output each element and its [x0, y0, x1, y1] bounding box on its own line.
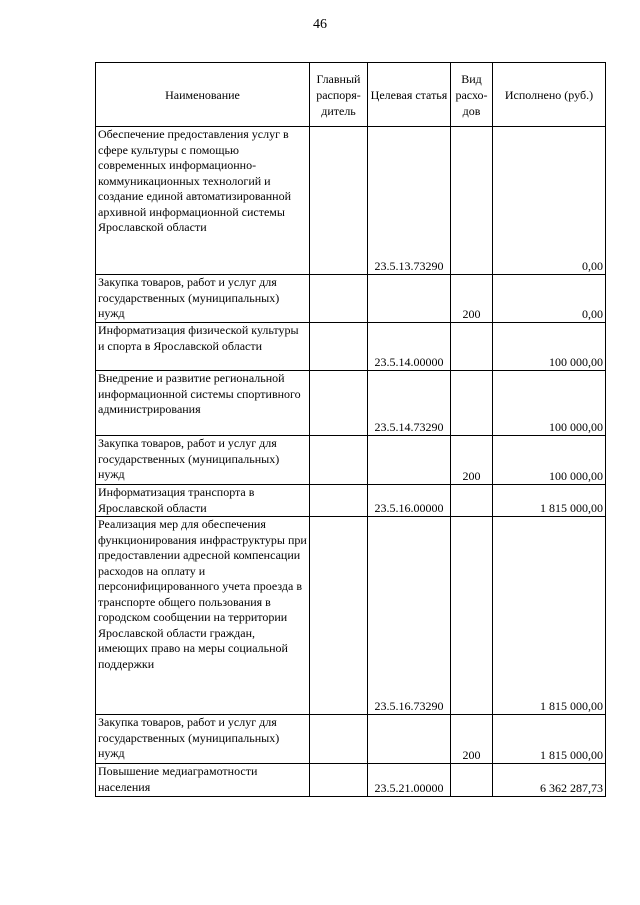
row-type [451, 764, 493, 797]
table-row [96, 275, 606, 323]
row-target: 23.5.14.73290 [368, 371, 451, 436]
row-type [451, 485, 493, 517]
row-name: Информатизация транспорта в Ярославской области [96, 485, 310, 517]
row-manager [310, 517, 368, 715]
row-name: Реализация мер для обеспечения функционирования инфраструктуры при предоставлении адресной компенсации расходов на оплату и персонифицированного учета проезда в транспорте общего пользования в городском сообщении на территории Ярославской области граждан, имеющих право на меры социальной поддержки [96, 517, 310, 715]
row-amount: 0,00 [493, 127, 606, 275]
row-target: 23.5.14.00000 [368, 323, 451, 371]
table-header-row [96, 63, 606, 127]
row-amount: 100 000,00 [493, 436, 606, 485]
row-manager [310, 371, 368, 436]
row-type [451, 517, 493, 715]
row-type [451, 371, 493, 436]
table-row [96, 436, 606, 485]
row-name: Внедрение и развитие региональной информационной системы спортивного администрирования [96, 371, 310, 436]
header-manager: Главный распоря-дитель [310, 63, 368, 127]
row-manager [310, 436, 368, 485]
row-name: Повышение медиаграмотности населения [96, 764, 310, 797]
row-name: Информатизация физической культуры и спорта в Ярославской области [96, 323, 310, 371]
budget-table [95, 62, 606, 797]
row-amount: 0,00 [493, 275, 606, 323]
row-manager [310, 485, 368, 517]
row-target: 23.5.21.00000 [368, 764, 451, 797]
table-row [96, 517, 606, 715]
row-name: Закупка товаров, работ и услуг для государственных (муниципальных) нужд [96, 436, 310, 485]
row-manager [310, 764, 368, 797]
table-row [96, 485, 606, 517]
table-row [96, 764, 606, 797]
row-amount: 100 000,00 [493, 371, 606, 436]
row-type [451, 323, 493, 371]
header-name: Наименование [96, 63, 310, 127]
row-name: Закупка товаров, работ и услуг для государственных (муниципальных) нужд [96, 715, 310, 764]
table-row [96, 127, 606, 275]
row-target: 23.5.16.00000 [368, 485, 451, 517]
row-amount: 6 362 287,73 [493, 764, 606, 797]
row-amount: 100 000,00 [493, 323, 606, 371]
row-target [368, 436, 451, 485]
page-number: 46 [313, 17, 327, 32]
row-target: 23.5.16.73290 [368, 517, 451, 715]
row-manager [310, 715, 368, 764]
row-name: Закупка товаров, работ и услуг для государственных (муниципальных) нужд [96, 275, 310, 323]
row-amount: 1 815 000,00 [493, 715, 606, 764]
row-target: 23.5.13.73290 [368, 127, 451, 275]
table-row [96, 323, 606, 371]
row-amount: 1 815 000,00 [493, 485, 606, 517]
row-manager [310, 275, 368, 323]
row-name: Обеспечение предоставления услуг в сфере культуры с помощью современных информационно-коммуникационных технологий и создание единой автоматизированной архивной информационной системы Ярославской области [96, 127, 310, 275]
table-row [96, 715, 606, 764]
row-target [368, 715, 451, 764]
row-manager [310, 127, 368, 275]
row-type: 200 [451, 436, 493, 485]
row-manager [310, 323, 368, 371]
header-target: Целевая статья [368, 63, 451, 127]
header-type: Вид расхо-дов [451, 63, 493, 127]
row-type: 200 [451, 715, 493, 764]
row-type: 200 [451, 275, 493, 323]
header-executed: Исполнено (руб.) [493, 63, 606, 127]
row-amount: 1 815 000,00 [493, 517, 606, 715]
row-type [451, 127, 493, 275]
row-target [368, 275, 451, 323]
table-row [96, 371, 606, 436]
